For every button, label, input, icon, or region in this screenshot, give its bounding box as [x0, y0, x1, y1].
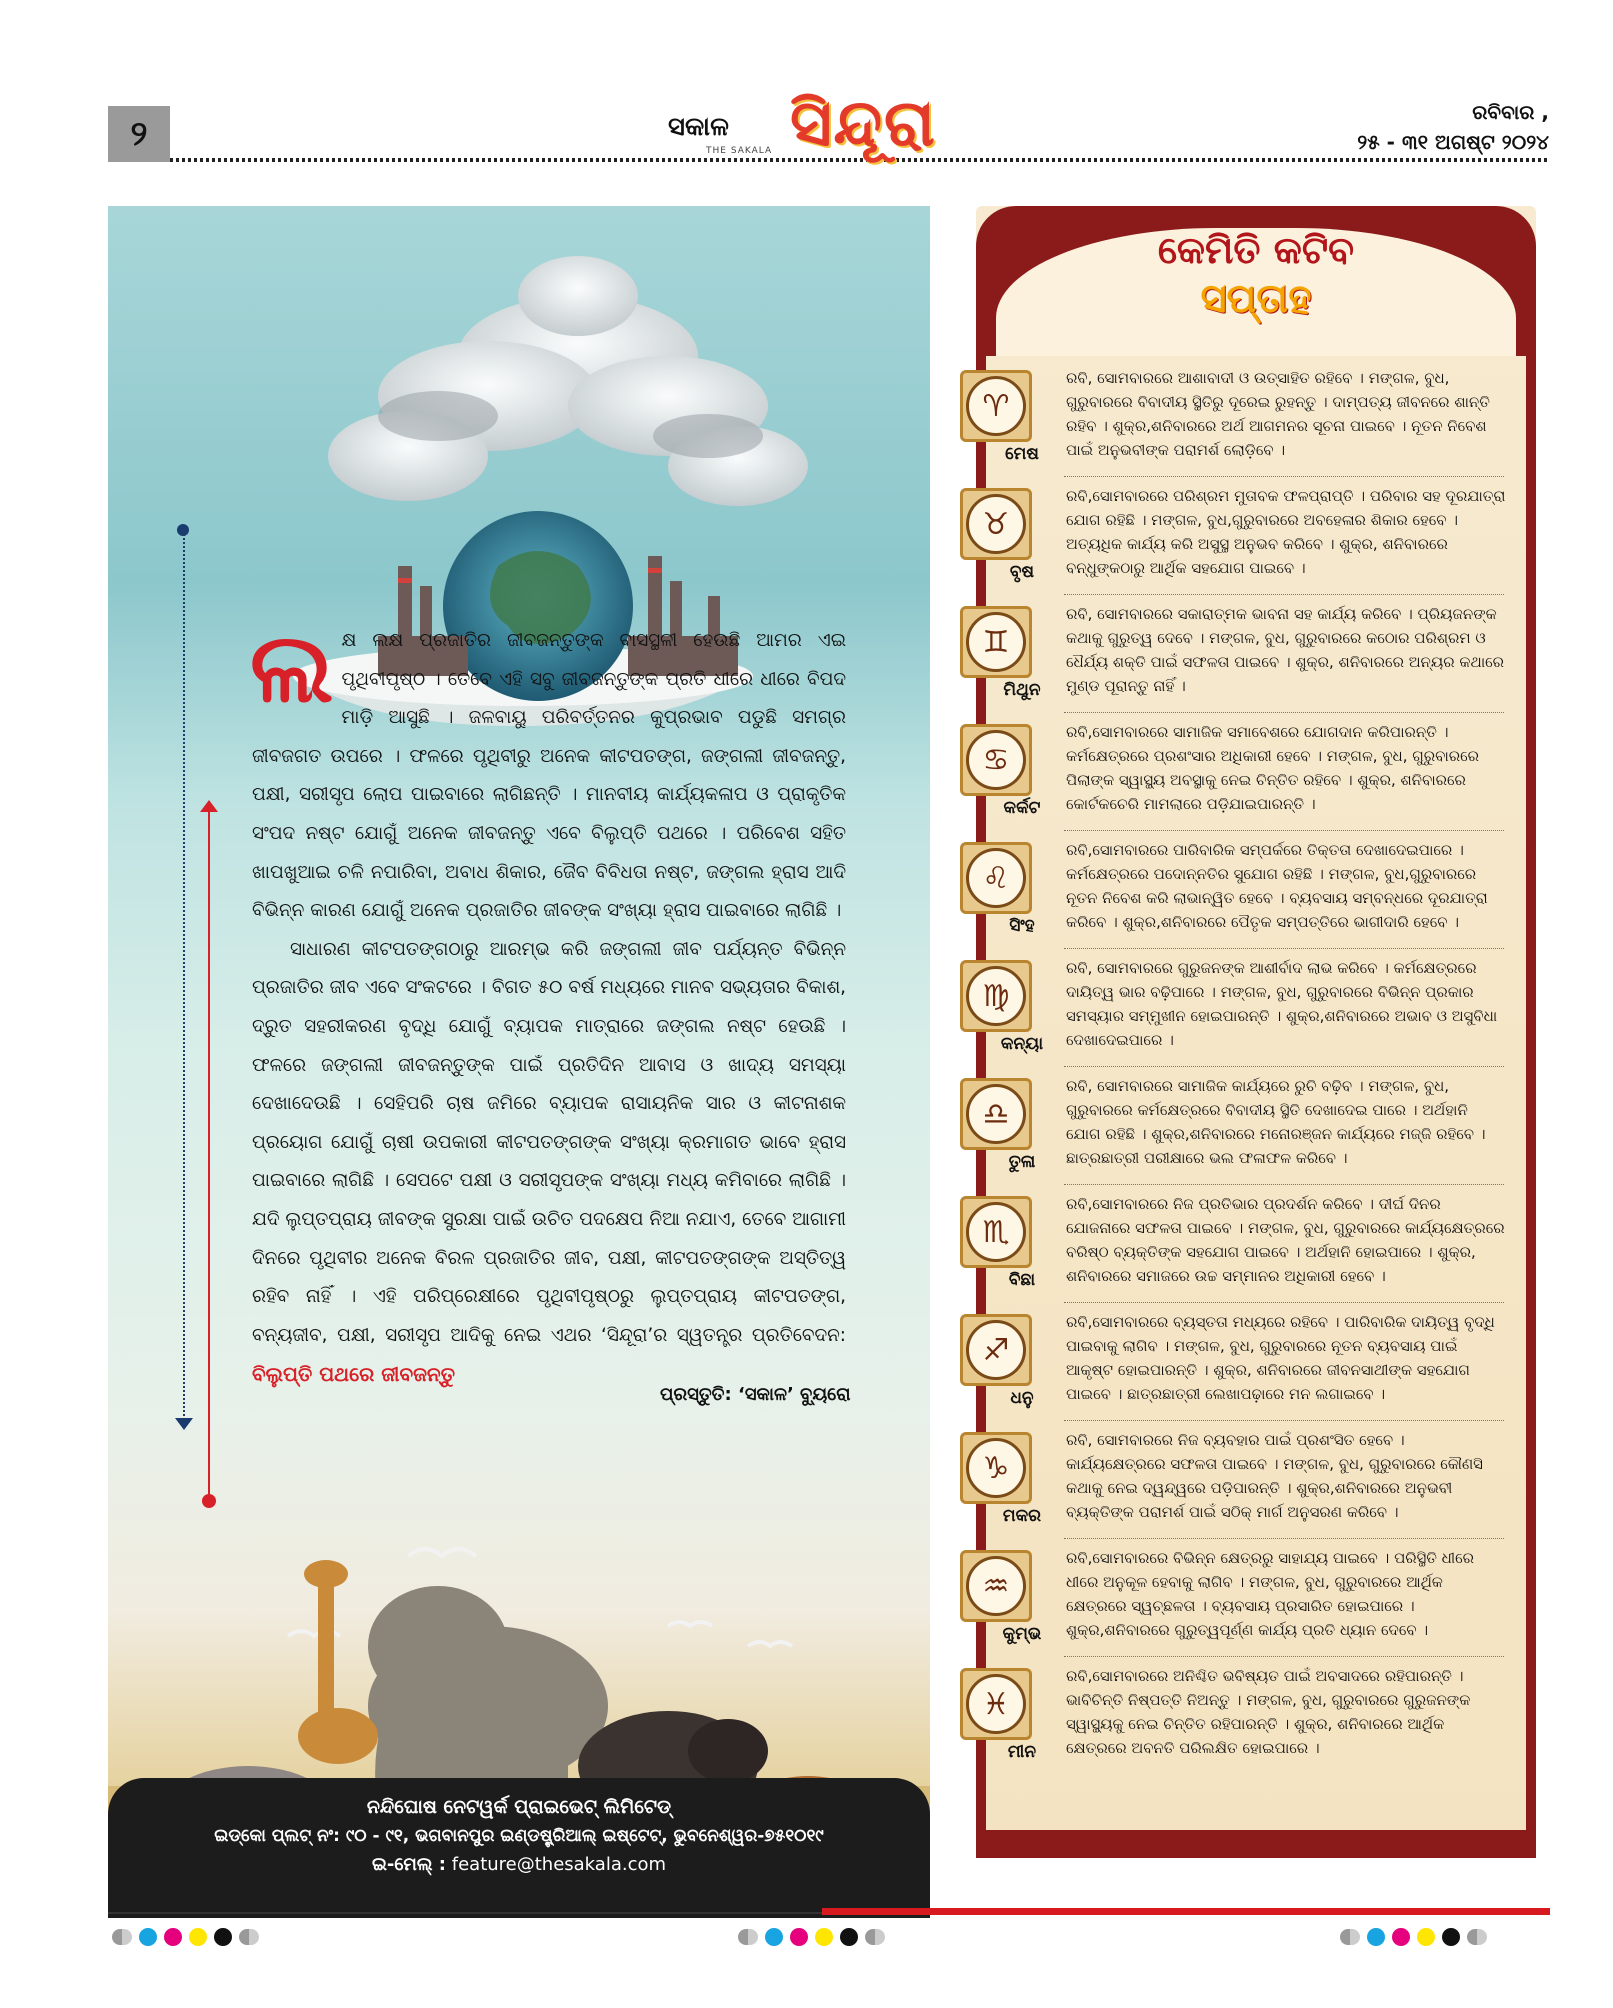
- article-paragraph-1: କ୍ଷ ଲକ୍ଷ ପ୍ରଜାତିର ଜୀବଜନ୍ତୁଙ୍କ ବାସସ୍ଥଳୀ ହେଉଛି ଆମର ଏଇ ପୃଥିବୀପୃଷ୍ଠ । ତେବେ ଏହି ସବୁ ଜୀବଜନ୍ତୁଙ୍କ ପ୍ରତି ଧୀରେ ଧୀରେ ବିପଦ ମାଡ଼ି ଆସୁଛି । ଜଳବାୟୁ ପରିବର୍ତ୍ତନର କୁପ୍ରଭାବ ପଡୁଛି ସମଗ୍ର ଜୀବଜଗତ ଉପରେ । ଫଳରେ ପୃଥିବୀରୁ ଅନେକ କୀଟପତଙ୍ଗ, ଜଙ୍ଗଲୀ ଜୀବଜନ୍ତୁ, ପକ୍ଷୀ, ସରୀସୃପ ଲୋପ ପାଇବାରେ ଲାଗିଛନ୍ତି । ମାନବୀୟ କାର୍ଯ୍ୟକଳାପ ଓ ପ୍ରାକୃତିକ ସଂପଦ ନଷ୍ଟ ଯୋଗୁଁ ଅନେକ ଜୀବଜନ୍ତୁ ଏବେ ବିଲୁପ୍ତି ପଥରେ । ପରିବେଶ ସହିତ ଖାପଖୁଆଇ ଚଳି ନପାରିବା, ଅବାଧ ଶିକାର, ଜୈବ ବିବିଧତା ନଷ୍ଟ, ଜଙ୍ଗଲ ହ୍ରାସ ଆଦି ବିଭିନ୍ନ କାରଣ ଯୋଗୁଁ ଅନେକ ପ୍ରଜାତିର ଜୀବଙ୍କ ସଂଖ୍ୟା ହ୍ରାସ ପାଇବାରେ ଲାଗିଛି ।: [252, 630, 846, 922]
- zodiac-glyph: ♍: [966, 966, 1026, 1026]
- zodiac-row: [960, 952, 1528, 1070]
- bottom-rule: [108, 1912, 822, 1914]
- zodiac-prediction: ରବି,ସୋମବାରରେ ନିଜ ପ୍ରତିଭାର ପ୍ରଦର୍ଶନ କରିବେ । ଦୀର୍ଘ ଦିନର ଯୋଜନାରେ ସଫଳତା ପାଇବେ । ମଙ୍ଗଳ, ବୁଧ, ଗୁରୁବାରରେ କାର୍ଯ୍ୟକ୍ଷେତ୍ରରେ ବରିଷ୍ଠ ବ୍ୟକ୍ତିଙ୍କ ସହଯୋଗ ପାଇବେ । ଅର୍ଥହାନି ହୋଇପାରେ । ଶୁକ୍ର, ଶନିବାରରେ ସମାଜରେ ଉଚ୍ଚ ସମ୍ମାନର ଅଧିକାରୀ ହେବେ ।: [1066, 1195, 1505, 1285]
- zodiac-glyph: ♊: [966, 612, 1026, 672]
- article-headline-highlight: ବିଲୁପ୍ତି ପଥରେ ଜୀବଜନ୍ତୁ: [252, 1362, 455, 1387]
- article-byline: ପ୍ରସ୍ତୁତି: ‘ସକାଳ’ ବ୍ୟୁରୋ: [660, 1384, 851, 1405]
- zodiac-glyph: ♎: [966, 1084, 1026, 1144]
- zodiac-row: [960, 716, 1528, 834]
- registration-marks-center: [738, 1928, 885, 1946]
- zodiac-row-divider: [1064, 1656, 1504, 1657]
- timeline-line: [183, 530, 185, 1420]
- zodiac-row-divider: [1064, 1420, 1504, 1421]
- article-dropcap: ଲ: [250, 612, 334, 724]
- zodiac-prediction: ରବି,ସୋମବାରରେ ସାମାଜିକ ସମାବେଶରେ ଯୋଗଦାନ କରିପାରନ୍ତି । କର୍ମକ୍ଷେତ୍ରରେ ପ୍ରଶଂସାର ଅଧିକାରୀ ହେବେ । ମଙ୍ଗଳ, ବୁଧ, ଗୁରୁବାରରେ ପିଲାଙ୍କ ସ୍ୱାସ୍ଥ୍ୟ ଅବସ୍ଥାକୁ ନେଇ ଚିନ୍ତିତ ରହିବେ । ଶୁକ୍ର, ଶନିବାରରେ କୋର୍ଟକଚେରି ମାମଲାରେ ପଡ଼ିଯାଇପାରନ୍ତି ।: [1066, 723, 1480, 813]
- zodiac-glyph: ♋: [966, 730, 1026, 790]
- zodiac-prediction: ରବି, ସୋମବାରରେ ନିଜ ବ୍ୟବହାର ପାଇଁ ପ୍ରଶଂସିତ ହେବେ । କାର୍ଯ୍ୟକ୍ଷେତ୍ରରେ ସଫଳତା ପାଇବେ । ମଙ୍ଗଳ, ବୁଧ, ଗୁରୁବାରରେ କୌଣସି କଥାକୁ ନେଇ ଦ୍ୱନ୍ଦ୍ୱରେ ପଡ଼ିପାରନ୍ତି । ଶୁକ୍ର,ଶନିବାରରେ ଅନୁଭବୀ ବ୍ୟକ୍ତିଙ୍କ ପରାମର୍ଶ ପାଇଁ ସଠିକ୍ ମାର୍ଗ ଅନୁସରଣ କରିବେ ।: [1066, 1431, 1483, 1521]
- zodiac-row: [960, 1306, 1528, 1424]
- horoscope-border-bottom: [976, 1830, 1536, 1858]
- brand-logo-subtext: THE SAKALA: [706, 146, 773, 156]
- virgo-icon: [960, 960, 1032, 1032]
- scorpio-icon: [960, 1196, 1032, 1268]
- brand-logo-title: ସିନ୍ଦୂରା: [790, 86, 937, 161]
- publisher-footer: [108, 1778, 930, 1918]
- brand-logo-small: ସକାଳ: [668, 112, 729, 142]
- zodiac-row: [960, 1188, 1528, 1306]
- zodiac-glyph: ♐: [966, 1320, 1026, 1380]
- zodiac-row: [960, 1542, 1528, 1660]
- issue-day: ରବିବାର ,: [1472, 100, 1549, 124]
- email-label: ଇ-ମେଲ୍ :: [371, 1854, 447, 1875]
- leo-icon: [960, 842, 1032, 914]
- zodiac-name: ଧନୁ: [1010, 1388, 1034, 1408]
- sagittarius-icon: [960, 1314, 1032, 1386]
- zodiac-row-divider: [1064, 476, 1504, 477]
- zodiac-name: କନ୍ୟା: [1000, 1034, 1044, 1054]
- zodiac-prediction: ରବି, ସୋମବାରରେ ଗୁରୁଜନଙ୍କ ଆଶୀର୍ବାଦ ଲାଭ କରିବେ । କର୍ମକ୍ଷେତ୍ରରେ ଦାୟିତ୍ୱ ଭାର ବଢ଼ିପାରେ । ମଙ୍ଗଳ, ବୁଧ, ଗୁରୁବାରରେ ବିଭିନ୍ନ ପ୍ରକାର ସମସ୍ୟାର ସମ୍ମୁଖୀନ ହୋଇପାରନ୍ତି । ଶୁକ୍ର,ଶନିବାରରେ ଅଭାବ ଓ ଅସୁବିଧା ଦେଖାଦେଇପାରେ ।: [1066, 959, 1498, 1049]
- red-line: [208, 810, 210, 1494]
- zodiac-glyph: ♑: [966, 1438, 1026, 1498]
- zodiac-name: ମକର: [1002, 1506, 1042, 1526]
- zodiac-name: ତୁଳା: [1008, 1152, 1036, 1172]
- zodiac-glyph: ♌: [966, 848, 1026, 908]
- timeline-arrow-down-icon: [175, 1418, 193, 1430]
- zodiac-prediction: ରବି,ସୋମବାରରେ ପରିଶ୍ରମ ମୁତାବକ ଫଳପ୍ରାପ୍ତି । ପରିବାର ସହ ଦୂରଯାତ୍ରା ଯୋଗ ରହିଛି । ମଙ୍ଗଳ, ବୁଧ,ଗୁରୁବାରରେ ଅବହେଳାର ଶିକାର ହେବେ । ଅତ୍ୟଧିକ କାର୍ଯ୍ୟ କରି ଅସୁସ୍ଥ ଅନୁଭବ କରିବେ । ଶୁକ୍ର, ଶନିବାରରେ ବନ୍ଧୁଙ୍କଠାରୁ ଆର୍ଥିକ ସହଯୋଗ ପାଇବେ ।: [1066, 487, 1506, 577]
- red-dot: [202, 1494, 216, 1508]
- zodiac-glyph: ♒: [966, 1556, 1026, 1616]
- gemini-icon: [960, 606, 1032, 678]
- aquarius-icon: [960, 1550, 1032, 1622]
- zodiac-row: [960, 480, 1528, 598]
- zodiac-row-divider: [1064, 1302, 1504, 1303]
- zodiac-name: ମିଥୁନ: [1003, 680, 1041, 700]
- zodiac-row: [960, 1070, 1528, 1188]
- page-number: ୨: [108, 106, 170, 162]
- registration-marks-left: [112, 1928, 259, 1946]
- libra-icon: [960, 1078, 1032, 1150]
- zodiac-row: [960, 1424, 1528, 1542]
- cancer-icon: [960, 724, 1032, 796]
- email-link[interactable]: feature@thesakala.com: [451, 1854, 667, 1875]
- zodiac-row: [960, 834, 1528, 952]
- zodiac-glyph: ♉: [966, 494, 1026, 554]
- capricorn-icon: [960, 1432, 1032, 1504]
- zodiac-row: [960, 1660, 1528, 1778]
- aries-icon: [960, 370, 1032, 442]
- zodiac-glyph: ♏: [966, 1202, 1026, 1262]
- zodiac-prediction: ରବି,ସୋମବାରରେ ବ୍ୟସ୍ତତା ମଧ୍ୟରେ ରହିବେ । ପାରିବାରିକ ଦାୟିତ୍ୱ ବୃଦ୍ଧି ପାଇବାକୁ ଲାଗିବ । ମଙ୍ଗଳ, ବୁଧ, ଗୁରୁବାରରେ ନୂତନ ବ୍ୟବସାୟ ପାଇଁ ଆକୃଷ୍ଟ ହୋଇପାରନ୍ତି । ଶୁକ୍ର, ଶନିବାରରେ ଜୀବନସାଥୀଙ୍କ ସହଯୋଗ ପାଇବେ । ଛାତ୍ରଛାତ୍ରୀ ଲେଖାପଢ଼ାରେ ମନ ଲଗାଇବେ ।: [1066, 1313, 1495, 1403]
- zodiac-name: ମୀନ: [1007, 1742, 1037, 1762]
- zodiac-name: ମେଷ: [1005, 444, 1039, 464]
- zodiac-row: [960, 598, 1528, 716]
- publisher-address: ଇଡ୍‌କୋ ପ୍ଲଟ୍ ନଂ: ୯୦ - ୯୧, ଭଗବାନପୁର ଇଣ୍ଡଷ୍ଟ୍ରିଆଲ୍ ଇଷ୍ଟେଟ୍, ଭୁବନେଶ୍ୱର-୭୫୧୦୧୯: [214, 1826, 824, 1846]
- zodiac-row-divider: [1064, 830, 1504, 831]
- zodiac-name: ବୃଷ: [1009, 562, 1035, 582]
- feature-article: [250, 612, 846, 1396]
- zodiac-prediction: ରବି,ସୋମବାରରେ ବିଭିନ୍ନ କ୍ଷେତ୍ରରୁ ସାହାଯ୍ୟ ପାଇବେ । ପରିସ୍ଥିତି ଧୀରେ ଧୀରେ ଅନୁକୂଳ ହେବାକୁ ଲାଗିବ । ମଙ୍ଗଳ, ବୁଧ, ଗୁରୁବାରରେ ଆର୍ଥିକ କ୍ଷେତ୍ରରେ ସ୍ୱଚ୍ଛଳତା । ବ୍ୟବସାୟ ପ୍ରସାରିତ ହୋଇପାରେ । ଶୁକ୍ର,ଶନିବାରରେ ଗୁରୁତ୍ୱପୂର୍ଣ୍ଣ କାର୍ଯ୍ୟ ପ୍ରତି ଧ୍ୟାନ ଦେବେ ।: [1066, 1549, 1474, 1639]
- zodiac-row-divider: [1064, 1538, 1504, 1539]
- pisces-icon: [960, 1668, 1032, 1740]
- zodiac-row: [960, 362, 1528, 480]
- taurus-icon: [960, 488, 1032, 560]
- zodiac-name: କୁମ୍ଭ: [1002, 1624, 1042, 1644]
- zodiac-name: ସିଂହ: [1009, 916, 1035, 936]
- zodiac-prediction: ରବି,ସୋମବାରରେ ଅନିଶ୍ଚିତ ଭବିଷ୍ୟତ ପାଇଁ ଅବସାଦରେ ରହିପାରନ୍ତି । ଭାବିଚିନ୍ତି ନିଷ୍ପତ୍ତି ନିଅନ୍ତୁ । ମଙ୍ଗଳ, ବୁଧ, ଗୁରୁବାରରେ ଗୁରୁଜନଙ୍କ ସ୍ୱାସ୍ଥ୍ୟକୁ ନେଇ ଚିନ୍ତିତ ରହିପାରନ୍ତି । ଶୁକ୍ର, ଶନିବାରରେ ଆର୍ଥିକ କ୍ଷେତ୍ରରେ ଅବନତି ପରିଲକ୍ଷିତ ହୋଇପାରେ ।: [1066, 1667, 1471, 1757]
- publisher-email-row: [108, 1854, 930, 1875]
- zodiac-name: ବିଛା: [1008, 1270, 1036, 1290]
- zodiac-glyph: ♈: [966, 376, 1026, 436]
- zodiac-row-divider: [1064, 948, 1504, 949]
- zodiac-prediction: ରବି,ସୋମବାରରେ ପାରିବାରିକ ସମ୍ପର୍କରେ ତିକ୍ତତା ଦେଖାଦେଇପାରେ । କର୍ମକ୍ଷେତ୍ରରେ ପଦୋନ୍ନତିର ସୁଯୋଗ ରହିଛି । ମଙ୍ଗଳ, ବୁଧ,ଗୁରୁବାରରେ ନୂତନ ନିବେଶ କରି ଲାଭାନ୍ୱିତ ହେବେ । ବ୍ୟବସାୟ ସମ୍ବନ୍ଧରେ ଦୂରଯାତ୍ରା କରିବେ । ଶୁକ୍ର,ଶନିବାରରେ ପୈତୃକ ସମ୍ପତ୍ତିରେ ଭାଗୀଦାରି ହେବେ ।: [1066, 841, 1488, 931]
- zodiac-prediction: ରବି, ସୋମବାରରେ ଆଶାବାଦୀ ଓ ଉତ୍ସାହିତ ରହିବେ । ମଙ୍ଗଳ, ବୁଧ, ଗୁରୁବାରରେ ବିବାଦୀୟ ସ୍ଥିତିରୁ ଦୂରେଇ ରୁହନ୍ତୁ । ଦାମ୍ପତ୍ୟ ଜୀବନରେ ଶାନ୍ତି ରହିବ । ଶୁକ୍ର,ଶନିବାରରେ ଅର୍ଥ ଆଗମନର ସୂଚନା ପାଇବେ । ନୂତନ ନିବେଶ ପାଇଁ ଅନୁଭବୀଙ୍କ ପରାମର୍ଶ ଲୋଡ଼ିବେ ।: [1066, 369, 1490, 459]
- bottom-rule-accent: [822, 1908, 1550, 1915]
- zodiac-row-divider: [1064, 594, 1504, 595]
- zodiac-prediction: ରବି, ସୋମବାରରେ ସାମାଜିକ କାର୍ଯ୍ୟରେ ରୁଚି ବଢ଼ିବ । ମଙ୍ଗଳ, ବୁଧ, ଗୁରୁବାରରେ କର୍ମକ୍ଷେତ୍ରରେ ବିବାଦୀୟ ସ୍ଥିତି ଦେଖାଦେଇ ପାରେ । ଅର୍ଥହାନି ଯୋଗ ରହିଛି । ଶୁକ୍ର,ଶନିବାରରେ ମନୋରଞ୍ଜନ କାର୍ଯ୍ୟରେ ମଜ୍ଜି ରହିବେ । ଛାତ୍ରଛାତ୍ରୀ ପରୀକ୍ଷାରେ ଭଲ ଫଳାଫଳ କରିବେ ।: [1066, 1077, 1486, 1167]
- zodiac-prediction: ରବି, ସୋମବାରରେ ସକାରାତ୍ମକ ଭାବନା ସହ କାର୍ଯ୍ୟ କରିବେ । ପ୍ରିୟଜନଙ୍କ କଥାକୁ ଗୁରୁତ୍ୱ ଦେବେ । ମଙ୍ଗଳ, ବୁଧ, ଗୁରୁବାରରେ କଠୋର ପରିଶ୍ରମ ଓ ଧୈର୍ଯ୍ୟ ଶକ୍ତି ପାଇଁ ସଫଳତା ପାଇବେ । ଶୁକ୍ର, ଶନିବାରରେ ଅନ୍ୟର କଥାରେ ମୁଣ୍ଡ ପୂରାନ୍ତୁ ନାହିଁ ।: [1066, 605, 1504, 695]
- horoscope-title: କେମିତି କଟିବ: [1157, 228, 1355, 272]
- issue-date: ୨୫ - ୩୧ ଅଗଷ୍ଟ ୨୦୨୪: [1357, 130, 1549, 154]
- registration-marks-right: [1340, 1928, 1487, 1946]
- zodiac-row-divider: [1064, 1184, 1504, 1185]
- zodiac-name: କର୍କଟ: [1003, 798, 1041, 818]
- horoscope-subtitle: ସପ୍ତାହ: [1200, 276, 1312, 322]
- zodiac-row-divider: [1064, 712, 1504, 713]
- article-paragraph-2: ସାଧାରଣ କୀଟପତଙ୍ଗଠାରୁ ଆରମ୍ଭ କରି ଜଙ୍ଗଲୀ ଜୀବ ପର୍ଯ୍ୟନ୍ତ ବିଭିନ୍ନ ପ୍ରଜାତିର ଜୀବ ଏବେ ସଂକଟରେ । ବିଗତ ୫୦ ବର୍ଷ ମଧ୍ୟରେ ମାନବ ସଭ୍ୟତାର ବିକାଶ, ଦ୍ରୁତ ସହରୀକରଣ ବୃଦ୍ଧି ଯୋଗୁଁ ବ୍ୟାପକ ମାତ୍ରାରେ ଜଙ୍ଗଲ ନଷ୍ଟ ହେଉଛି । ଫଳରେ ଜଙ୍ଗଲୀ ଜୀବଜନ୍ତୁଙ୍କ ପାଇଁ ପ୍ରତିଦିନ ଆବାସ ଓ ଖାଦ୍ୟ ସମସ୍ୟା ଦେଖାଦେଉଛି । ସେହିପରି ଚାଷ ଜମିରେ ବ୍ୟାପକ ରାସାୟନିକ ସାର ଓ କୀଟନାଶକ ପ୍ରୟୋଗ ଯୋଗୁଁ ଚାଷୀ ଉପକାରୀ କୀଟପତଙ୍ଗଙ୍କ ସଂଖ୍ୟା କ୍ରମାଗତ ଭାବେ ହ୍ରାସ ପାଇବାରେ ଲାଗିଛି । ସେପଟେ ପକ୍ଷୀ ଓ ସରୀସୃପଙ୍କ ସଂଖ୍ୟା ମଧ୍ୟ କମିବାରେ ଲାଗିଛି । ଯଦି ଲୁପ୍ତପ୍ରାୟ ଜୀବଙ୍କ ସୁରକ୍ଷା ପାଇଁ ଉଚିତ ପଦକ୍ଷେପ ନିଆ ନଯାଏ, ତେବେ ଆଗାମୀ ଦିନରେ ପୃଥିବୀର ଅନେକ ବିରଳ ପ୍ରଜାତିର ଜୀବ, ପକ୍ଷୀ, କୀଟପତଙ୍ଗଙ୍କ ଅସ୍ତିତ୍ୱ ରହିବ ନାହିଁ । ଏହି ପରିପ୍ରେକ୍ଷୀରେ ପୃଥିବୀପୃଷ୍ଠରୁ ଲୁପ୍ତପ୍ରାୟ କୀଟପତଙ୍ଗ, ବନ୍ୟଜୀବ, ପକ୍ଷୀ, ସରୀସୃପ ଆଦିକୁ ନେଇ ଏଥର ‘ସିନ୍ଦୂରା’ର ସ୍ୱତନ୍ତ୍ର ପ୍ରତିବେଦନ:: [252, 938, 846, 1346]
- zodiac-row-divider: [1064, 1066, 1504, 1067]
- zodiac-glyph: ♓: [966, 1674, 1026, 1734]
- publisher-name: ନନ୍ଦିଘୋଷ ନେଟୱର୍କ ପ୍ରାଇଭେଟ୍ ଲିମିଟେଡ୍: [366, 1796, 672, 1818]
